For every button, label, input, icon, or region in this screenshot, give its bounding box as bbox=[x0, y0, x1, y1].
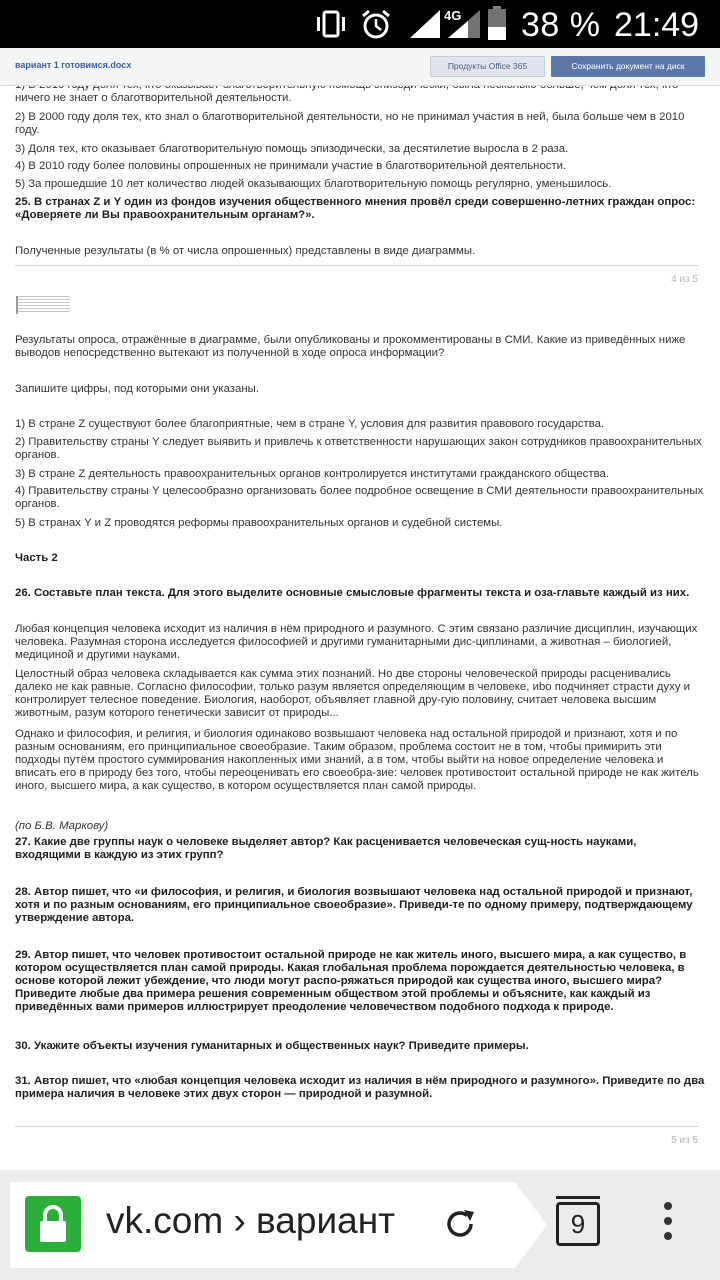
question-29: 29. Автор пишет, что человек противостоит остальной природе не как житель иного, высшего мира, а как существо, в котором осуществляется план самой природы. Какая глобальная проблема порождается деятельностью человека, в основе которой лежит убеждение, что люди могут распо-ряжаться природой как существа иного, высшего мира? Приведите любые два примера решения современным обществом этой проблемы и объясните, как каждый из приведённых вами примеров иллюстрирует преодоление человечеством подобного подхода к природе. bbox=[15, 949, 687, 1013]
page-divider bbox=[15, 265, 698, 266]
document-title: вариант 1 готовимся.docx bbox=[15, 60, 132, 70]
question-25-results: Полученные результаты (в % от числа опрошенных) представлены в виде диаграммы. bbox=[15, 245, 476, 257]
browser-toolbar bbox=[0, 1170, 720, 1280]
list-item: 4) В 2010 году более половины опрошенных не принимали участие в благотворительной деятельности. bbox=[15, 160, 567, 172]
list-item: 4) Правительству страны Y целесообразно организовать более подробное освещение в СМИ деятельности правоохранительных органов. bbox=[15, 485, 704, 510]
clock: 21:49 bbox=[614, 6, 700, 44]
text-paragraph: Целостный образ человека складывается как сумма этих познаний. Но две стороны человеческой природы расценивались далеко не как равные. Согласно философии, только разум является определяющим в человеке, иbо подчиняет страсти духу и контролирует телесное поведение. Биология, наоборот, объявляет главной дру-гую половину, считает человека высшим животным, разум которого генетически зависит от природы... bbox=[15, 668, 691, 719]
battery-icon bbox=[488, 6, 506, 40]
list-item: 2) Правительству страны Y следует выявить и привлечь к ответственности нарушающих закон сотрудников правоохранительных органов. bbox=[15, 436, 702, 461]
alarm-icon bbox=[360, 8, 392, 40]
page-number: 5 из 5 bbox=[671, 1135, 698, 1146]
vibrate-icon bbox=[314, 10, 348, 38]
list-item: 1) В стране Z существуют более благоприятные, чем в стране Y, условия для развития правового государства. bbox=[15, 418, 605, 430]
text-author: (по Б.В. Маркову) bbox=[15, 820, 109, 832]
question-27: 27. Какие две группы наук о человеке выделяет автор? Как расценивается человеческая сущ-ность науками, входящими в каждую из этих групп? bbox=[15, 836, 637, 861]
signal-icon bbox=[408, 8, 442, 40]
part-2-heading: Часть 2 bbox=[15, 552, 58, 564]
question-25: 25. В странах Z и Y один из фондов изучения общественного мнения провёл среди совершенно-летних граждан опрос: «Доверяете ли Вы правоохранительным органам?». bbox=[15, 196, 696, 221]
list-item: 2) В 2000 году доля тех, кто знал о благотворительной деятельности, но не принимал участия в ней, была больше чем в 2010 году. bbox=[15, 111, 685, 136]
diagram-thumbnail[interactable] bbox=[16, 296, 70, 314]
question-31: 31. Автор пишет, что «любая концепция человека исходит из наличия в нём природного и разумного». Приведите по два примера наличия в человеке этих двух сторон — природной и разумной. bbox=[15, 1075, 705, 1100]
document-content[interactable] bbox=[0, 86, 720, 1170]
mobile-data-icon bbox=[446, 8, 482, 40]
document-header bbox=[0, 48, 720, 86]
page-divider bbox=[15, 1126, 698, 1127]
battery-percentage: 38 % bbox=[521, 6, 601, 44]
status-bar bbox=[0, 0, 720, 48]
question-25-instruction: Запишите цифры, под которыми они указаны. bbox=[15, 383, 259, 395]
question-26: 26. Составьте план текста. Для этого выделите основные смысловые фрагменты текста и оза-главьте каждый из них. bbox=[15, 587, 690, 599]
tab-count: 9 bbox=[570, 1209, 586, 1239]
question-25-text: Результаты опроса, отражённые в диаграмме, были опубликованы и прокомментированы в СМИ. Какие из приведённых ниже выводов непосредственно вытекают из полученной в ходе опроса информации? bbox=[15, 334, 686, 359]
list-item: 5) В странах Y и Z проводятся реформы правоохранительных органов и судебной системы. bbox=[15, 517, 503, 529]
list-item: ничего не знает о благотворительной деятельности. bbox=[15, 92, 292, 104]
more-menu-icon[interactable] bbox=[658, 1202, 678, 1246]
save-to-disk-button[interactable]: Сохранить документ на диск bbox=[551, 56, 705, 77]
question-30: 30. Укажите объекты изучения гуманитарных и общественных наук? Приведите примеры. bbox=[15, 1040, 529, 1052]
office-365-button[interactable]: Продукты Office 365 bbox=[430, 56, 545, 77]
tabs-button[interactable] bbox=[556, 1202, 600, 1246]
reload-icon[interactable] bbox=[442, 1206, 478, 1242]
question-28: 28. Автор пишет, что «и философия, и религия, и биология возвышают человека над остальной природой и признают, хотя и по разным основаниям, его принципиальное своеобразие». Приведи-те по одному примеру, подтверждающему утверждение автора. bbox=[15, 886, 693, 924]
url-text[interactable]: vk.com › вариант bbox=[106, 1200, 396, 1241]
text-paragraph: Любая концепция человека исходит из наличия в нём природного и разумного. С этим связано различие дисциплин, изучающих человека. Разумная сторона исследуется философией и другими гуманитарными дис-циплинами, а животная – биологией, медициной и другими науками. bbox=[15, 623, 698, 661]
list-item: 3) Доля тех, кто оказывает благотворительную помощь эпизодически, за десятилетие выросла в 2 раза. bbox=[15, 143, 569, 155]
page-number: 4 из 5 bbox=[671, 274, 698, 285]
list-item: 3) В стране Z деятельность правоохранительных органов контролируется институтами гражданского общества. bbox=[15, 468, 610, 480]
network-type: 4G bbox=[444, 8, 462, 23]
text-paragraph: Однако и философия, и религия, и биология одинаково возвышают человека над остальной природой и признают, хотя и по разным основаниям, его принципиальное своеобразие. Таким образом, проблема состоит не в том, чтобы примирить эти подходы путём простого суммирования накопленных ими знаний, а в том, чтобы выйти на новое определение человека и вписать его в природу без того, чтобы переоценивать его своеобра-зие: человек противостоит остальной природе не как житель иного, высшего мира, а как существо, в котором осуществляется план самой природы. bbox=[15, 728, 699, 792]
lock-icon[interactable] bbox=[25, 1196, 81, 1252]
address-bar[interactable] bbox=[10, 1182, 515, 1268]
list-item: 5) За прошедшие 10 лет количество людей оказывающих благотворительную помощь регулярно, уменьшилось. bbox=[15, 178, 612, 190]
